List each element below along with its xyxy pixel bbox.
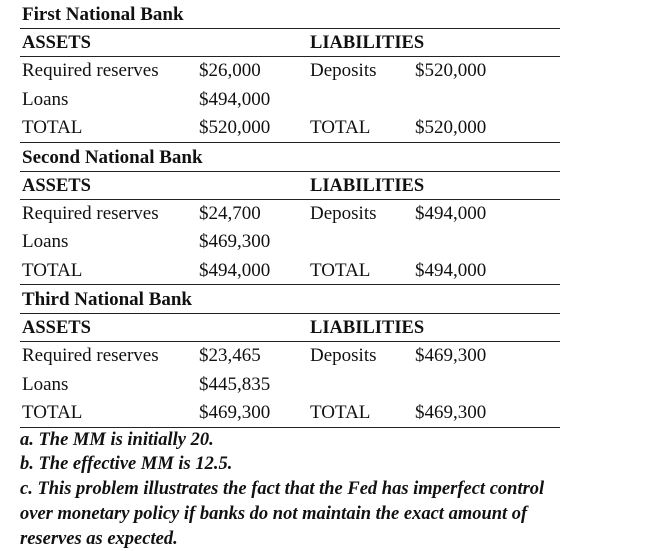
liability-label: Deposits [310, 345, 377, 366]
table-row-total [20, 399, 560, 428]
answer-notes [20, 428, 565, 551]
table-row [20, 86, 560, 115]
liability-value: $469,300 [415, 402, 487, 423]
table-row-total [20, 114, 560, 143]
asset-value: $24,700 [199, 202, 261, 224]
assets-header: ASSETS [22, 318, 91, 338]
asset-value: $445,835 [199, 373, 271, 395]
table-row [20, 371, 560, 400]
note-b: b. The effective MM is 12.5. [20, 454, 233, 475]
bank-title: Third National Bank [22, 289, 192, 310]
balance-sheets-document [20, 0, 560, 551]
liability-label: TOTAL [310, 402, 371, 423]
asset-label: Loans [22, 231, 69, 252]
assets-header: ASSETS [22, 175, 91, 196]
liability-value: $469,300 [415, 345, 487, 366]
asset-value: $23,465 [199, 345, 261, 366]
liability-value: $520,000 [415, 60, 487, 81]
liability-label: Deposits [310, 60, 377, 81]
table-row [20, 228, 560, 257]
bank-title: Second National Bank [22, 146, 203, 168]
asset-label: TOTAL [22, 402, 83, 423]
asset-label: Loans [22, 88, 69, 110]
liabilities-header: LIABILITIES [310, 33, 425, 53]
asset-value: $494,000 [199, 259, 271, 281]
asset-label: Required reserves [22, 60, 159, 81]
bank-section-third [20, 285, 560, 428]
liability-label: Deposits [310, 202, 377, 224]
bank-section-second [20, 143, 560, 286]
asset-label: Loans [22, 373, 69, 395]
note-a: a. The MM is initially 20. [20, 429, 214, 450]
liabilities-header: LIABILITIES [310, 175, 425, 196]
table-row [20, 200, 560, 229]
asset-value: $469,300 [199, 402, 271, 423]
liability-value: $494,000 [415, 202, 487, 224]
asset-value: $494,000 [199, 88, 271, 110]
asset-label: Required reserves [22, 345, 159, 366]
table-header [20, 28, 560, 57]
liabilities-header: LIABILITIES [310, 318, 425, 338]
liability-label: TOTAL [310, 117, 371, 138]
table-row-total [20, 257, 560, 286]
table-header [20, 171, 560, 200]
table-header [20, 313, 560, 342]
table-row [20, 342, 560, 371]
asset-label: TOTAL [22, 117, 83, 138]
asset-label: TOTAL [22, 259, 83, 281]
asset-label: Required reserves [22, 202, 159, 224]
liability-value: $520,000 [415, 117, 487, 138]
bank-section-first [20, 0, 560, 143]
table-row [20, 57, 560, 86]
assets-header: ASSETS [22, 33, 91, 53]
liability-label: TOTAL [310, 259, 371, 281]
asset-value: $469,300 [199, 231, 271, 252]
bank-title: First National Bank [22, 4, 184, 25]
asset-value: $520,000 [199, 117, 271, 138]
asset-value: $26,000 [199, 60, 261, 81]
liability-value: $494,000 [415, 259, 487, 281]
note-c: c. This problem illustrates the fact that the Fed has imperfect control over monetary policy if banks do not maintain the exact amount of reserves as expected. [20, 479, 545, 549]
